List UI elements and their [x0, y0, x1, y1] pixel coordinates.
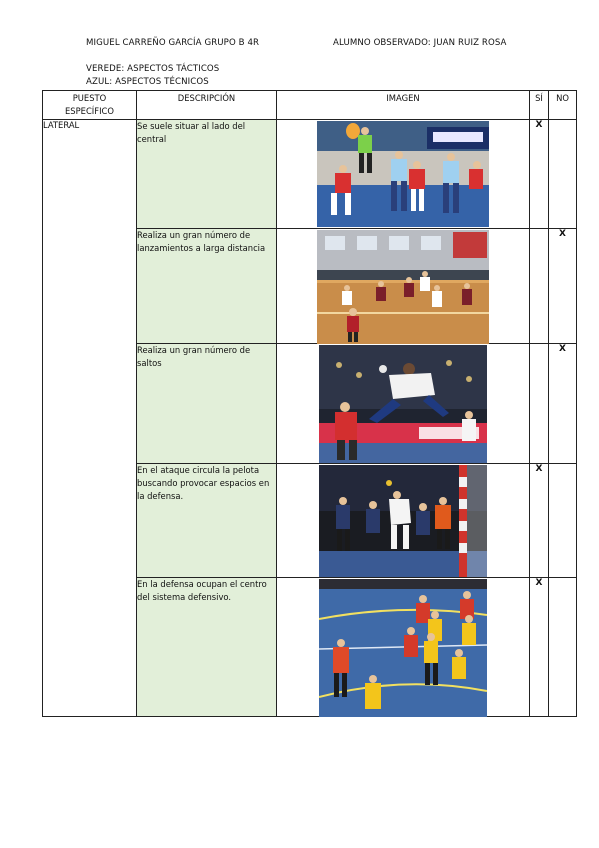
handball-photo-icon [317, 121, 489, 227]
yes-cell: X [530, 578, 549, 717]
no-cell [549, 464, 577, 578]
image-cell [277, 120, 530, 229]
observation-table [42, 90, 577, 717]
column-header-position [43, 91, 137, 120]
no-cell [549, 120, 577, 229]
column-header-position-line2: ESPECÍFICO [65, 106, 114, 116]
image-cell [277, 578, 530, 717]
yes-cell [530, 229, 549, 344]
image-cell [277, 344, 530, 464]
handball-photo-icon [319, 465, 487, 577]
image-cell [277, 464, 530, 578]
no-cell: X [549, 229, 577, 344]
column-header-yes: SÍ [530, 91, 549, 120]
description-cell: Realiza un gran número de lanzamientos a larga distancia [137, 229, 277, 344]
column-header-image: IMAGEN [277, 91, 530, 120]
column-header-position-line1: PUESTO [72, 93, 107, 103]
image-cell [277, 229, 530, 344]
description-cell: Se suele situar al lado del central [137, 120, 277, 229]
handball-photo-icon [319, 579, 487, 717]
handball-photo-icon [319, 345, 487, 463]
position-cell: LATERAL [43, 120, 137, 717]
yes-cell [530, 344, 549, 464]
description-cell: En el ataque circula la pelota buscando provocar espacios en la defensa. [137, 464, 277, 578]
legend-technical: AZUL: ASPECTOS TÉCNICOS [86, 77, 209, 87]
description-cell: Realiza un gran número de saltos [137, 344, 277, 464]
yes-cell: X [530, 120, 549, 229]
no-cell: X [549, 344, 577, 464]
yes-cell: X [530, 464, 549, 578]
legend-tactical: VEREDE: ASPECTOS TÁCTICOS [86, 64, 220, 74]
no-cell [549, 578, 577, 717]
table-row [43, 120, 577, 229]
description-cell: En la defensa ocupan el centro del sistema defensivo. [137, 578, 277, 717]
column-header-no: NO [549, 91, 577, 120]
handball-photo-icon [317, 230, 489, 344]
table-header-row [43, 91, 577, 120]
column-header-description: DESCRIPCIÓN [137, 91, 277, 120]
observed-student: ALUMNO OBSERVADO: JUAN RUIZ ROSA [333, 38, 507, 48]
author-heading: MIGUEL CARREÑO GARCÍA GRUPO B 4R [86, 38, 260, 48]
